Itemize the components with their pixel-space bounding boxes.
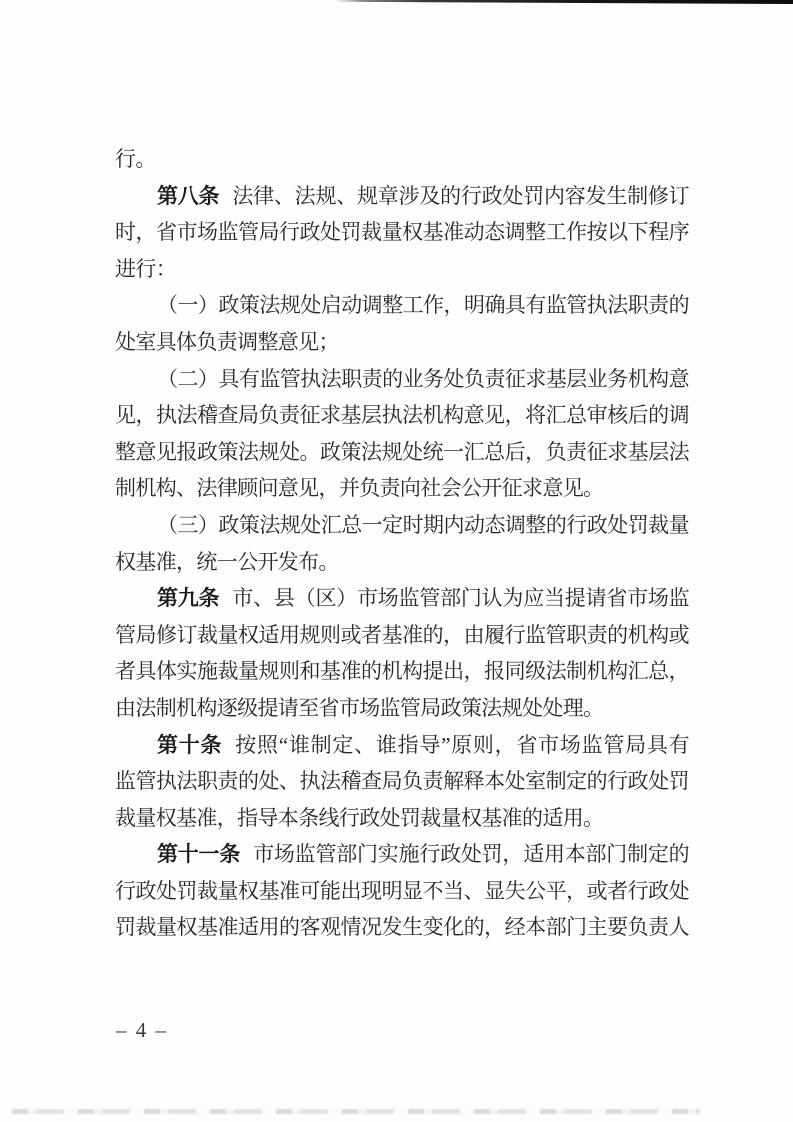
text-line: 者具体实施裁量规则和基准的机构提出，报同级法制机构汇总， — [115, 659, 689, 684]
article-number: 第八条 — [157, 183, 220, 208]
text-line: （二）具有监管执法职责的业务处负责征求基层业务机构意 — [157, 366, 689, 391]
line-text: 按照“谁制定、谁指导”原则，省市场监管局具有 — [235, 732, 689, 757]
text-line — [115, 178, 689, 215]
text-line — [115, 836, 689, 873]
article-number: 第十条 — [157, 732, 223, 757]
text-line: 行。 — [115, 147, 156, 171]
line-text: 市、县（区）市场监管部门认为应当提请省市场监 — [232, 586, 689, 611]
text-line: 整意见报政策法规处。政策法规处统一汇总后，负责征求基层法 — [115, 439, 689, 464]
text-line: 进行： — [115, 256, 177, 281]
text-line: 管局修订裁量权适用规则或者基准的，由履行监管职责的机构或 — [115, 622, 689, 647]
article-number: 第九条 — [157, 586, 220, 611]
text-line: 由法制机构逐级提请至省市场监管局政策法规处处理。 — [115, 695, 604, 720]
text-line: 见，执法稽查局负责征求基层执法机构意见，将汇总审核后的调 — [115, 403, 689, 428]
text-line: 监管执法职责的处、执法稽查局负责解释本处室制定的行政处罚 — [115, 769, 689, 794]
text-line: 制机构、法律顾问意见，并负责向社会公开征求意见。 — [115, 476, 604, 501]
text-line: 行政处罚裁量权基准可能出现明显不当、显失公平，或者行政处 — [115, 878, 689, 903]
text-line: 处室具体负责调整意见； — [115, 329, 339, 354]
text-line: 时，省市场监管局行政处罚裁量权基准动态调整工作按以下程序 — [115, 220, 689, 245]
text-line — [115, 727, 689, 764]
text-line: 裁量权基准，指导本条线行政处罚裁量权基准的适用。 — [115, 805, 604, 830]
text-line: （三）政策法规处汇总一定时期内动态调整的行政处罚裁量 — [157, 512, 689, 537]
text-line — [115, 580, 689, 617]
page-number: – 4 – — [116, 1018, 168, 1042]
text-line: （一）政策法规处启动调整工作，明确具有监管执法职责的 — [157, 293, 689, 318]
line-text: 法律、法规、规章涉及的行政处罚内容发生制修订 — [232, 183, 689, 208]
text-line: 权基准，统一公开发布。 — [115, 549, 339, 574]
scan-artifact-bottom-smudge — [12, 1109, 700, 1114]
article-number: 第十一条 — [157, 842, 241, 867]
scan-artifact-top-edge — [335, 0, 793, 4]
text-line: 罚裁量权基准适用的客观情况发生变化的，经本部门主要负责人 — [115, 915, 689, 940]
document-body — [115, 141, 689, 946]
line-text: 市场监管部门实施行政处罚，适用本部门制定的 — [253, 842, 689, 867]
